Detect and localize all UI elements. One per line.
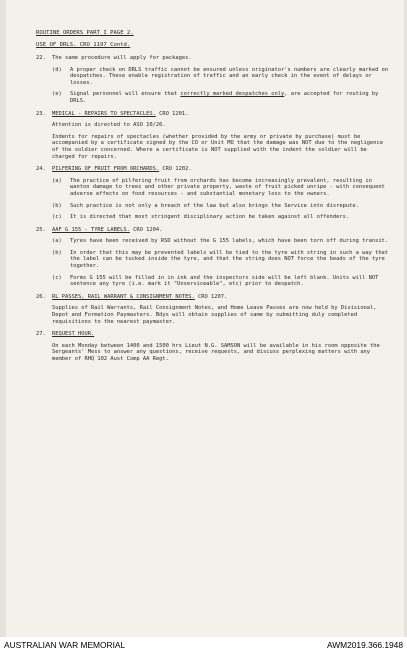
section-number: 27. [36,331,46,338]
item-text: Forms G 155 will be filled in in ink and the inspectors side will be left blank. Units will NOT sentence any tyre (i.e. mark it "Unserviceable", etc) prior to despatch. [70,274,379,288]
item-text: A proper check on DRLS traffic cannot be ensured unless originator's numbers are clearly marked on despatches. These enable registration of traffic and an early check in the event of delays or losses. [70,66,389,86]
item-text-underlined: correctly marked despatches only [180,91,285,98]
item-text: It is directed that most stringent disciplinary action be taken against all offenders. [70,214,350,221]
item-text: Signal personnel will ensure that [70,91,181,98]
section-cro: CRO 1204. [129,226,163,233]
section-24-c [40,214,392,221]
document-page [6,0,404,637]
section-title: MEDICAL - REPAIRS TO SPECTACLES. [52,110,156,117]
archive-footer [0,637,407,653]
item-label: (d) [52,66,62,73]
section-number: 24. [36,166,46,173]
item-label: (a) [52,238,62,245]
section-cro: CRO 1207. [194,293,228,300]
item-label: (b) [52,202,62,209]
section-number: 25. [36,226,46,233]
section-cro: CRO 1201. [155,110,189,117]
section-26 [36,294,392,301]
footer-institution: AUSTRALIAN WAR MEMORIAL [4,640,126,650]
item-text: Such practice is not only a breach of the law but also brings the Service into disrepute. [70,202,359,209]
page-header: ROUTINE ORDERS PART I PAGE 2. [36,30,134,36]
section-23-p2: Indents for repairs of spectacles (whether provided by the army or private by purchase) must be accompanied by a certificate signed by the CO or Unit MO that the damage was NOT due to the negligence of the soldier concerned. Where a certificate is NOT supplied with the indent the soldier will be charged for repairs. [52,133,384,160]
item-label: (e) [52,91,62,98]
section-24-a [40,178,392,198]
section-number: 26. [36,293,46,300]
item-label: (c) [52,214,62,221]
item-text: Tyres have been received by RSD without the G 155 labels, which have been torn off during transit. [70,238,389,245]
item-text: , are accepted for routing by DRLS. [70,91,379,104]
section-number: 23. [36,110,46,117]
section-text: The same procedure will apply for packages. [52,55,192,61]
section-title: PILFERING OF FRUIT FROM ORCHARDS. [52,166,160,173]
section-title: RL PASSES, RAIL WARRANT & CONSIGNMENT NOTES. [52,293,195,300]
item-label: (a) [52,177,62,184]
section-25-c [40,275,392,288]
section-25-a [40,238,392,245]
section-26-p1: Supplies of Rail Warrants, Rail Consignment Notes, and Home Leave Passes are now held by Divisional, Depot and Formation Paymasters. Bdys will obtain supplies of same by submitting duly completed requisitions to the nearest paymaster. [52,305,377,325]
section-25 [36,227,392,234]
section-title: AAF G 155 - TYRE LABELS. [52,226,130,233]
section-22 [36,55,392,62]
section-number: 22. [36,55,46,61]
section-23 [36,111,392,118]
section-22-d [40,67,392,87]
section-title: REQUEST HOUR. [52,331,95,338]
section-23-p1: Attention is directed to ASO 10/26. [52,122,166,129]
section-24 [36,166,392,173]
section-27-p1: On each Monday between 1400 and 1500 hrs Lieut N.G. SAMSON will be available in his room opposite the Sergeants' Mess to answer any questions, receive requests, and discuss perplexing matters with any member of RHQ 102 Aust Comp AA Regt. [52,342,380,362]
section-27 [36,331,392,338]
item-label: (b) [52,249,62,256]
section-24-b [40,203,392,210]
section-25-b [40,250,392,270]
section-22-e [40,91,392,104]
item-label: (c) [52,274,62,281]
section-header: USE OF DRLS. CRO 1197 Contd. [36,42,131,48]
footer-accession-number: AWM2019.366.1948 [326,640,403,650]
item-text: In order that this may be prevented labels will be tied to the tyre with string in such a way that the label can be tucked inside the tyre, and that the string does NOT force the beads of the tyre together. [70,249,389,270]
item-text: The practice of pilfering fruit from orchards has become increasingly prevalent, resulting in wanton damage to trees and other private property, waste of fruit picked unripe - with consequent adverse effects on food resources - and substantial monetary loss to the owners. [70,177,385,197]
section-cro: CRO 1202. [159,166,192,173]
